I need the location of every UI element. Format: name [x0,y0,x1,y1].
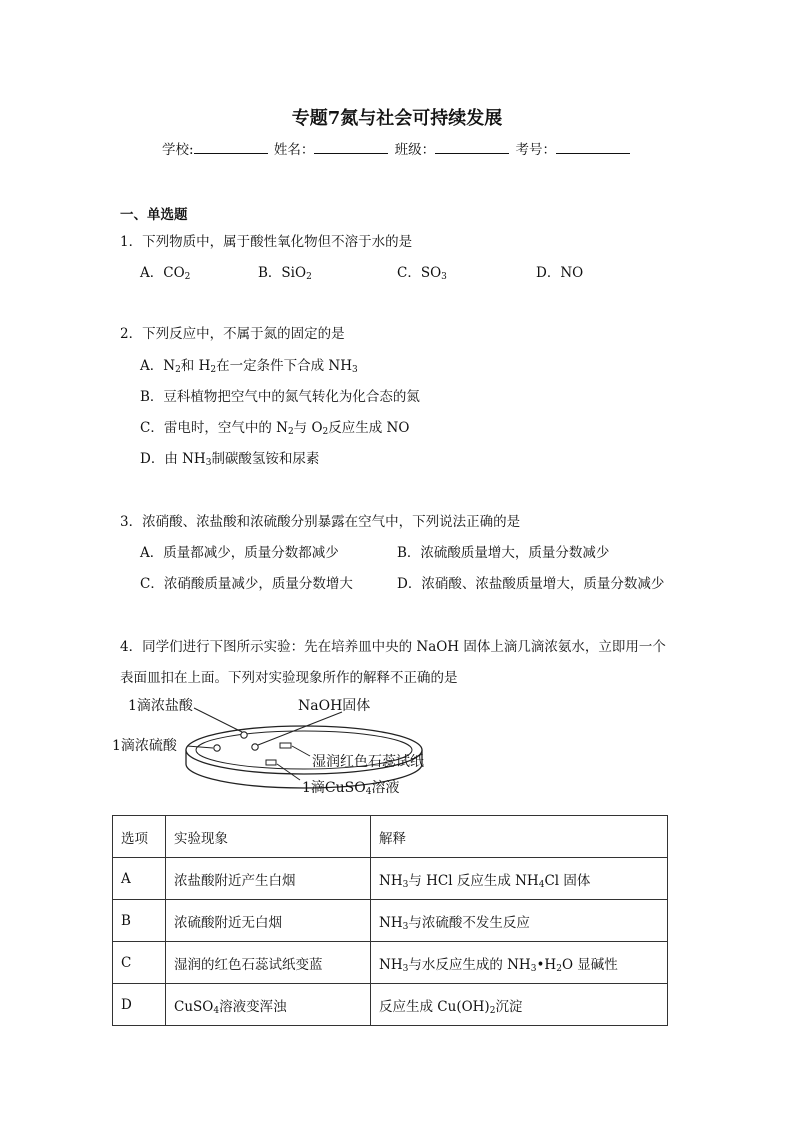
name-label: 姓名： [273,142,315,158]
q4-stem-line2: 表面皿扣在上面。下列对实验现象所作的解释不正确的是 [120,670,458,686]
q1-option-a: A．$CO_2$ [140,265,191,282]
label-cuso4: 1滴CuSO$_4$溶液 [302,780,400,797]
q2-option-c: C．雷电时，空气中的 $N_2$与 $O_2$反应生成 NO [140,420,410,437]
label-h2so4: 1滴浓硫酸 [112,738,177,754]
q2-option-d: D．由 $NH_3$制碳酸氢铵和尿素 [140,451,320,468]
page-title: 专题7氮与社会可持续发展 [291,108,503,129]
number-blank[interactable] [556,140,630,154]
options-table [112,815,668,1026]
row-explanation: $NH_3$与 HCl 反应生成 $NH_4Cl$ 固体 [371,858,668,900]
row-option: D [113,984,166,1026]
row-option: B [113,900,166,942]
q3-option-a: A．质量都减少，质量分数都减少 [140,545,339,561]
student-info-line [0,138,794,158]
q1-option-d: D．NO [536,265,584,281]
label-litmus: 湿润红色石蕊试纸 [312,754,424,770]
header-phenomenon: 实验现象 [166,816,371,858]
q4-stem-line1: 4．同学们进行下图所示实验：先在培养皿中央的 NaOH 固体上滴几滴浓氨水，立即用一个 [120,639,666,655]
q3-option-c: C．浓硝酸质量减少，质量分数增大 [140,576,353,592]
hcl-drop [241,732,247,738]
row-phenomenon: 浓硫酸附近无白烟 [166,900,371,942]
cuso4-drop [266,760,276,765]
number-label: 考号： [515,142,556,158]
class-label: 班级： [394,142,436,158]
label-hcl: 1滴浓盐酸 [128,698,193,714]
row-explanation: $NH_3$与水反应生成的 $NH_3•H_2O$ 显碱性 [371,942,668,984]
label-naoh: NaOH固体 [298,698,371,714]
q3-stem: 3．浓硝酸、浓盐酸和浓硫酸分别暴露在空气中，下列说法正确的是 [120,514,521,530]
naoh-solid [252,744,258,750]
school-label: 学校: [162,142,194,158]
q2-option-a: A．$N_2$和 $H_2$在一定条件下合成 $NH_3$ [140,358,358,375]
q2-option-b: B．豆科植物把空气中的氮气转化为化合态的氮 [140,389,420,405]
q3-option-b: B．浓硫酸质量增大，质量分数减少 [397,545,610,561]
school-blank[interactable] [194,140,268,154]
litmus-paper [280,743,291,748]
row-phenomenon: 湿润的红色石蕊试纸变蓝 [166,942,371,984]
q1-stem: 1．下列物质中，属于酸性氧化物但不溶于水的是 [120,234,413,250]
header-option: 选项 [113,816,166,858]
row-option: A [113,858,166,900]
row-explanation: $NH_3$与浓硫酸不发生反应 [371,900,668,942]
h2so4-drop [214,745,220,751]
name-blank[interactable] [314,140,388,154]
row-phenomenon: 浓盐酸附近产生白烟 [166,858,371,900]
q2-stem: 2．下列反应中，不属于氮的固定的是 [120,326,345,342]
q1-option-c: C．$SO_3$ [397,265,447,282]
q3-option-d: D．浓硝酸、浓盐酸质量增大，质量分数减少 [397,576,665,592]
table-row [113,942,668,984]
table-row [113,858,668,900]
table-header-row [113,816,668,858]
experiment-figure [112,690,442,809]
section-heading: 一、单选题 [120,207,188,223]
header-explanation: 解释 [371,816,668,858]
row-option: C [113,942,166,984]
row-phenomenon: CuSO$_4$溶液变浑浊 [166,984,371,1026]
table-row [113,900,668,942]
q1-option-b: B．SiO$_2$ [258,265,312,282]
table-row [113,984,668,1026]
row-explanation: 反应生成 $Cu(OH)_2$沉淀 [371,984,668,1026]
class-blank[interactable] [435,140,509,154]
